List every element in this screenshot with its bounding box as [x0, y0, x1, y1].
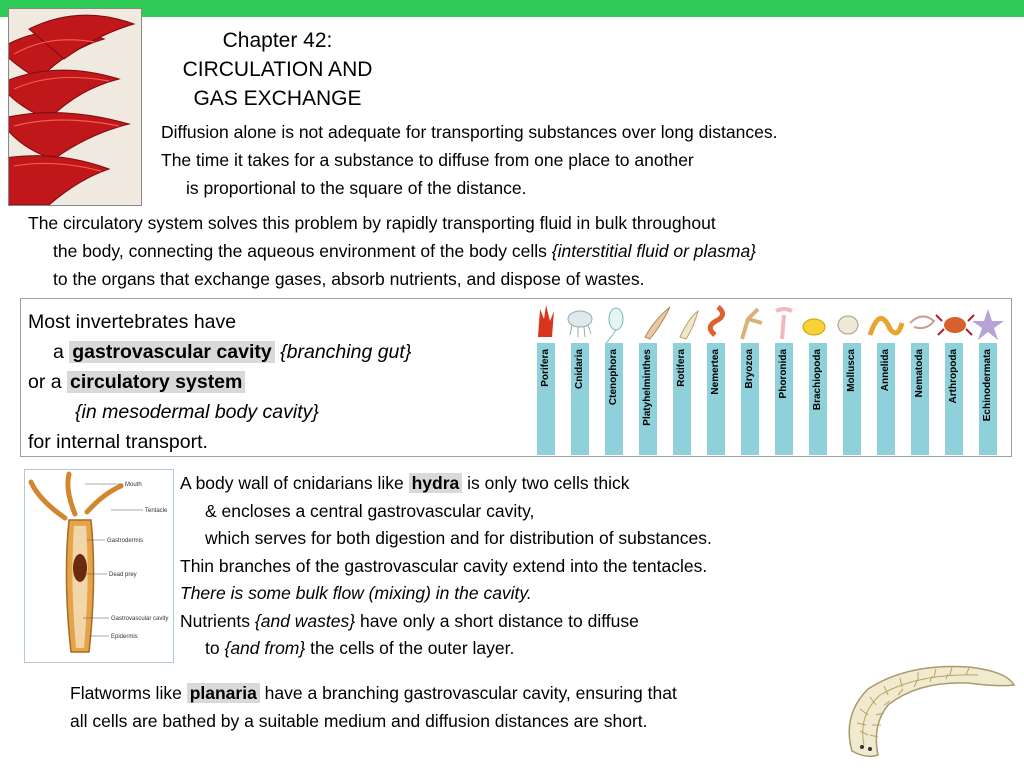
- ribbon-worm-icon: [710, 307, 722, 335]
- box-line-1: Most invertebrates have: [28, 311, 237, 333]
- label-gastrovascular-cavity: Gastrovascular cavity: [111, 616, 169, 622]
- planaria-eyespot: [860, 745, 864, 749]
- hydra-line-2: & encloses a central gastrovascular cavity,: [205, 500, 535, 521]
- tentacle-shapes: [31, 474, 121, 518]
- jellyfish-icon: [568, 311, 592, 337]
- phylum-label: Ctenophora: [608, 349, 619, 406]
- intro-line-1: Diffusion alone is not adequate for transporting substances over long distances.: [161, 122, 778, 142]
- phylum-cell: [911, 343, 929, 455]
- nematode-icon: [910, 316, 934, 328]
- phylum-label: Mollusca: [846, 349, 857, 392]
- slide-title: [150, 26, 405, 113]
- circ-line-2: the body, connecting the aqueous environment of the body cells: [53, 241, 552, 261]
- dead-prey-shape: [73, 554, 87, 582]
- sea-star-icon: [972, 309, 1004, 340]
- brachiopod-icon: [803, 319, 825, 335]
- title-line-1: Chapter 42:: [222, 29, 333, 52]
- hydra-line-1c: is only two cells thick: [462, 473, 630, 493]
- planaria-diagram: [838, 655, 1018, 763]
- phylogeny-figure: [530, 299, 1010, 455]
- box-or: or a: [28, 371, 68, 393]
- label-mouth: Mouth: [125, 482, 142, 488]
- phylum-cell: [571, 343, 589, 455]
- phylum-cell: [741, 343, 759, 455]
- tubeworm-photo: [8, 8, 142, 206]
- hydra-term: hydra: [409, 473, 463, 493]
- circ-line-1: The circulatory system solves this problem by rapidly transporting fluid in bulk throughout: [28, 213, 716, 233]
- phylum-label: Annelida: [880, 349, 891, 392]
- hydra-line-1a: A body wall of cnidarians like: [180, 473, 409, 493]
- label-gastrodermis: Gastrodermis: [107, 538, 144, 544]
- mesodermal-note: {in mesodermal body cavity}: [75, 401, 319, 423]
- phylum-label: Brachiopoda: [812, 349, 823, 411]
- flatworm-icon: [645, 307, 670, 339]
- sponge-icon: [538, 305, 554, 337]
- hydra-line-7a: to: [205, 638, 225, 658]
- rotifer-icon: [680, 311, 698, 339]
- phylum-cell: [537, 343, 555, 455]
- gastrovascular-cavity-term: gastrovascular cavity: [69, 341, 274, 363]
- label-tentacle: Tentacle: [145, 508, 168, 514]
- planaria-paragraph: [70, 680, 677, 735]
- phylum-cell: [707, 343, 725, 455]
- intro-line-3: is proportional to the square of the distance.: [186, 178, 527, 198]
- phylum-cell: [639, 343, 657, 455]
- planaria-line-1a: Flatworms like: [70, 683, 187, 703]
- label-dead-prey: Dead prey: [109, 572, 137, 578]
- intro-paragraph: [161, 118, 777, 202]
- hydra-line-6a: Nutrients: [180, 610, 255, 631]
- phylum-label: Nemertea: [710, 349, 721, 395]
- phylum-label: Platyhelminthes: [642, 349, 653, 426]
- phylum-label: Porifera: [540, 349, 551, 387]
- circulation-paragraph: [28, 209, 756, 293]
- hydra-line-5: There is some bulk flow (mixing) in the cavity.: [180, 583, 532, 603]
- circ-line-2-italic: {interstitial fluid or plasma}: [551, 241, 757, 261]
- phylum-label: Cnidaria: [574, 349, 585, 390]
- invertebrate-box: [20, 298, 1012, 457]
- crab-icon: [936, 315, 974, 335]
- mollusc-icon: [838, 316, 858, 334]
- hydra-diagram: [24, 469, 174, 663]
- hydra-line-7b: {and from}: [224, 638, 306, 658]
- branching-gut-note: {branching gut}: [274, 341, 412, 363]
- planaria-eyespot-2: [868, 747, 872, 751]
- phylum-cell: [809, 343, 827, 455]
- phylum-cell: [843, 343, 861, 455]
- planaria-body: [849, 666, 1014, 756]
- phylum-cell: [945, 343, 963, 455]
- invertebrate-text: [28, 307, 411, 457]
- box-line-5: for internal transport.: [28, 431, 208, 453]
- hydra-line-6b: {and wastes}: [254, 610, 356, 631]
- planaria-line-1c: have a branching gastrovascular cavity, ensuring that: [259, 683, 677, 703]
- organism-icons: [530, 299, 1010, 343]
- top-accent-bar: [0, 0, 1024, 17]
- phylum-label: Rotifera: [676, 349, 687, 387]
- phylum-cell: [979, 343, 997, 455]
- phylum-label: Phoronida: [778, 349, 789, 399]
- phylum-label: Arthropoda: [948, 349, 959, 404]
- intro-line-2: The time it takes for a substance to diffuse from one place to another: [161, 150, 694, 170]
- gastrovascular-cavity-shape: [72, 526, 87, 648]
- title-line-2: CIRCULATION AND: [182, 58, 373, 81]
- hydra-line-4: Thin branches of the gastrovascular cavity extend into the tentacles.: [180, 555, 708, 576]
- hydra-paragraph: [180, 470, 712, 663]
- hydra-line-7c: the cells of the outer layer.: [305, 638, 515, 658]
- hydra-line-6c: have only a short distance to diffuse: [355, 610, 639, 631]
- circulatory-system-term: circulatory system: [67, 371, 245, 393]
- phylum-cell: [775, 343, 793, 455]
- phylum-cell: [673, 343, 691, 455]
- label-epidermis: Epidermis: [111, 634, 138, 640]
- title-line-3: GAS EXCHANGE: [193, 87, 362, 110]
- circ-line-3: to the organs that exchange gases, absorb nutrients, and dispose of wastes.: [53, 269, 645, 289]
- annelid-icon: [870, 318, 902, 335]
- box-a: a: [53, 341, 70, 363]
- hydra-line-3: which serves for both digestion and for distribution of substances.: [205, 528, 712, 548]
- planaria-line-2: all cells are bathed by a suitable medium and diffusion distances are short.: [70, 710, 648, 731]
- comb-jelly-icon: [606, 308, 623, 343]
- phylum-cell: [877, 343, 895, 455]
- planaria-term: planaria: [187, 683, 260, 703]
- phylum-label: Echinodermata: [982, 349, 993, 422]
- phoronid-icon: [776, 309, 792, 339]
- bryozoan-icon: [742, 309, 762, 339]
- phylum-cell: [605, 343, 623, 455]
- phylum-label: Bryozoa: [744, 349, 755, 389]
- phylum-label: Nematoda: [914, 349, 925, 398]
